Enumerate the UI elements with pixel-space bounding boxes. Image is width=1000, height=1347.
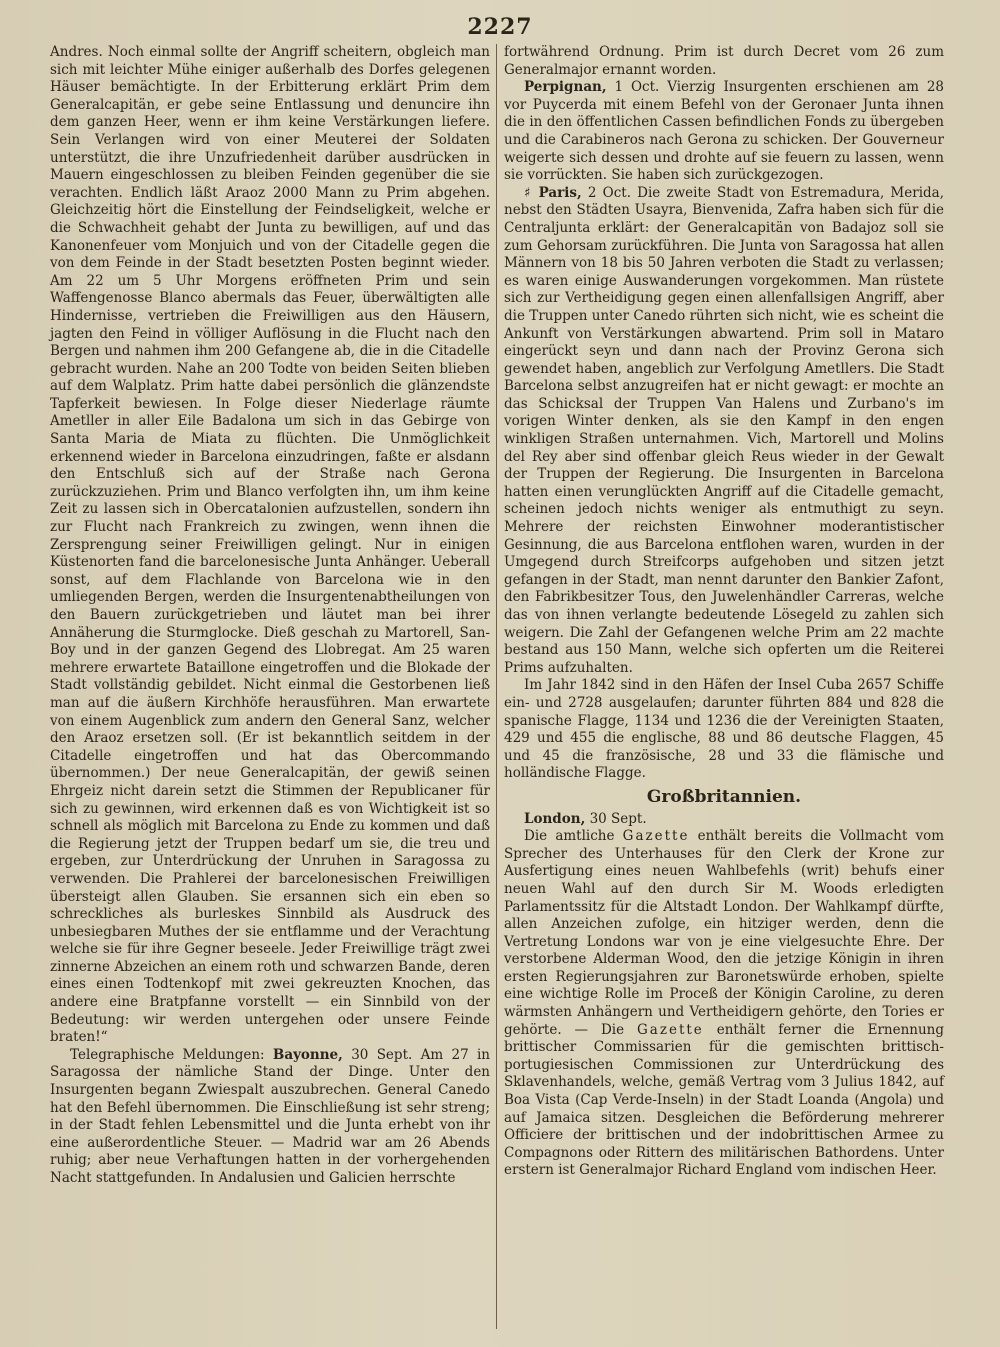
gazette-name: Gazette xyxy=(622,828,690,845)
dateline-place: Bayonne, xyxy=(272,1046,343,1063)
left-column xyxy=(50,44,490,1188)
section-lead: Telegraphische Meldungen: xyxy=(70,1046,265,1063)
article-text: Die amtliche xyxy=(524,828,615,845)
column-divider xyxy=(496,44,497,1329)
article-text: 30 Sept. Am 27 in Saragossa der nämliche Stand der Dinge. Unter den Insurgenten begann Zwiespalt auszubrechen. General Canedo hat den Befehl übernommen. Die Einschließung ist sehr streng; in der Stadt fehlen Lebensmittel und die Junta erhebt von ihr eine außerordentliche Steuer. — Madrid war am 26 Abends ruhig; aber neue Verhaftungen hatten in der vorhergehenden Nacht stattgefunden. In Andalusien und Galicien herrschte xyxy=(50,1046,490,1186)
article-paragraph xyxy=(504,828,944,1180)
dateline-place: Perpignan, xyxy=(524,79,607,96)
article-paragraph: Im Jahr 1842 sind in den Häfen der Insel Cuba 2657 Schiffe ein- und 2728 ausgelaufen; darunter führten 884 und 828 die spanische Flagge, 1134 und 1236 die der Vereinigten Staaten, 429 und 455 die englische, 88 und 86 deutsche Flaggen, 45 und 45 die französische, 28 und 33 die flämische und holländische Flagge. xyxy=(504,677,944,782)
right-column xyxy=(504,44,944,1180)
gazette-name: Gazette xyxy=(637,1021,704,1038)
article-text: enthält bereits die Vollmacht vom Sprecher des Unterhauses für den Clerk der Krone zur Ausfertigung eines neuen Wahlbefehls (writ) behufs einer neuen Wahl auf den durch Sir M. Woods erledigten Parlamentssitz für die Altstadt London. Der Wahlkampf dürfte, allen Anzeichen zufolge, ein hitziger werden, denn die Vertretung Londons war von je eine vielgesuchte Ehre. Der verstorbene Alderman Wood, den die jetzige Königin in ihren ersten Regierungsjahren zur Baronetswürde erhoben, spielte eine wichtige Rolle im Proceß der Königin Caroline, zu deren wärmsten Anhängern und Vertheidigern gehörte, den Tories er gehörte. — Die xyxy=(504,828,944,1038)
article-paragraph xyxy=(504,79,944,185)
article-paragraph: Andres. Noch einmal sollte der Angriff scheitern, obgleich man sich mit leichter Mühe einiger außerhalb des Dorfes gelegenen Häuser bemächtigte. In der Erbitterung erklärt Prim dem Generalcapitän, er gebe seine Entlassung und denuncire ihn dem ganzen Heer, wenn er ihm keine Verstärkungen liefere. Sein Verlangen wird von einer Meuterei der Soldaten unterstützt, die ihre Unzufriedenheit darüber ausdrücken in Mauern eingeschlossen zu bleiben Feinden gegenüber die sie verachten. Endlich läßt Araoz 2000 Mann zu Prim abgehen. Gleichzeitig hört die Einstellung der Feindseligkeit, welche er die Schwachheit gehabt der Junta zu bewilligen, auf und das Kanonenfeuer vom Monjuich und von der Citadelle gegen die von dem Feinde in der Stadt besetzten Posten beginnt wieder. Am 22 um 5 Uhr Morgens eröffneten Prim und sein Waffengenosse Blanco abermals das Feuer, überwältigten alle Hindernisse, vertrieben die Freiwilligen aus den Häusern, jagten den Feind in völliger Auflösung in die Flucht nach den Bergen und nahmen ihm 200 Gefangene ab, die in die Citadelle gebracht wurden. Nahe an 200 Todte von beiden Seiten blieben auf dem Walplatz. Prim hatte dabei persönlich die glänzendste Tapferkeit bewiesen. In Folge dieser Niederlage räumte Ametller in aller Eile Badalona um sich in das Gebirge von Santa Maria de Miata zu flüchten. Die Unmöglichkeit erkennend wieder in Barcelona einzudringen, faßte er alsdann den Entschluß sich auf der Straße nach Gerona zurückzuziehen. Prim und Blanco verfolgten ihn, um ihm keine Zeit zu lassen sich in Obercatalonien aufzustellen, sondern ihn zur Flucht nach Frankreich zu zwingen, wenn ihnen die Zersprengung seiner Freiwilligen gelingt. Nur in einigen Küstenorten fand die barcelonesische Junta Anhänger. Ueberall sonst, auf dem Flachlande von Barcelona wie in den umliegenden Bergen, werden die Insurgentenabtheilungen von den Bauern zurückgetrieben und läutet man bei ihrer Annäherung die Sturmglocke. Dieß geschah zu Martorell, San-Boy und in der ganzen Gegend des Llobregat. Am 25 waren mehrere erwartete Bataillone eingetroffen und die Blokade der Stadt vollständig gebildet. Nicht einmal die Gestorbenen ließ man auf die äußern Kirchhöfe herausführen. Man erwartete von einem Augenblick zum andern den General Sanz, welcher den Araoz ersetzen soll. (Er ist bekanntlich seitdem in der Citadelle eingetroffen und hat das Obercommando übernommen.) Der neue Generalcapitän, der gewiß seinen Ehrgeiz nicht darein setzt die Stimmen der Republicaner für sich zu gewinnen, wird erkennen daß es von Wichtigkeit ist so schnell als möglich mit Barcelona zu Ende zu kommen und daß die Regierung jetzt der Truppen bedarf um sie, die treu und ergeben, zur Unterdrückung der Unruhen in Saragossa zu verwenden. Die Prahlerei der barcelonesischen Freiwilligen übersteigt allen Glauben. Sie ersannen sich ein eben so schreckliches als burleskes Sinnbild als Ausdruck des unbesiegbaren Muthes der sie entflamme und der Verachtung welche sie für ihre Gegner beseele. Jeder Freiwillige trägt zwei zinnerne Abzeichen an einem roth und schwarzen Bande, deren eines einen Todtenkopf mit zwei gekreuzten Knochen, das andere eine Bratpfanne vorstellt — ein Sinnbild von der Bedeutung: wir werden untergehen oder unsere Feinde braten!“ xyxy=(50,44,490,1046)
article-paragraph xyxy=(504,185,944,678)
article-text: enthält ferner die Ernennung brittischer Commissarien für die gemischten brittisch-portugiesischen Commissionen zur Unterdrückung des Sklavenhandels, welche, gemäß Vertrag vom 3 Julius 1842, auf Boa Vista (Cap Verde-Inseln) in der Stadt Loanda (Angola) und auf Jamaica sitzen. Desgleichen die Beförderung mehrerer Officiere der brittischen und der indobrittischen Armee zu Compagnons oder Rittern des militärischen Bathordens. Unter erstern ist Generalmajor Richard England vom indischen Heer. xyxy=(504,1021,945,1179)
dateline-place: London, xyxy=(524,810,586,827)
article-paragraph xyxy=(50,1047,490,1188)
article-text: 2 Oct. Die zweite Stadt von Estremadura, Merida, nebst den Städten Usayra, Bienvenida, Zafra haben sich für die Centraljunta erklärt: der Generalcapitän von Badajoz soll sie zum Gehorsam zurückführen. Die Junta von Saragossa hat allen Männern von 18 bis 50 Jahren verboten die Stadt zu verlassen; es waren einige Auswanderungen vorgekommen. Man rüstete sich zur Vertheidigung gegen einen allenfallsigen Angriff, aber die Truppen unter Canedo rührten sich nicht, wie es scheint die Ankunft von Verstärkungen abwartend. Prim soll in Mataro eingerückt seyn und dann nach der Provinz Gerona sich gewendet haben, angeblich zur Verfolgung Ametllers. Die Stadt Barcelona selbst anzugreifen hat er nicht gewagt: er mochte an das Schicksal der Truppen Van Halens und Zurbano's im vorigen Winter denken, als sie den Kampf in den engen winkligen Straßen unternahmen. Vich, Martorell und Molins del Rey aber sind offenbar gleich Reus wieder in der Gewalt der Truppen der Regierung. Die Insurgenten in Barcelona hatten einen verunglückten Angriff auf die Citadelle gemacht, scheinen jedoch nichts weniger als entmuthigt zu seyn. Mehrere der reichsten Einwohner moderantistischer Gesinnung, die aus Barcelona entflohen waren, wurden in der Umgegend durch Streifcorps aufgehoben und sitzen jetzt gefangen in der Stadt, man nennt darunter den Bankier Zafont, den Fabrikbesitzer Tous, den Juwelenhändler Carreras, welche das von ihnen verlangte bedeutende Lösegeld zu zahlen sich weigern. Die Zahl der Gefangenen welche Prim am 22 machte bestand aus 150 Mann, welche sich opferten um die Reiterei Prims aufzuhalten. xyxy=(504,184,944,676)
article-paragraph xyxy=(504,811,944,829)
article-paragraph: fortwährend Ordnung. Prim ist durch Decret vom 26 zum Generalmajor ernannt worden. xyxy=(504,44,944,78)
article-text: 1 Oct. Vierzig Insurgenten erschienen am 28 vor Puycerda mit einem Befehl von der Geronaer Junta ihnen die in den öffentlichen Cassen befindlichen Fonds zu übergeben und die Carabineros nach Gerona zu schicken. Der Gouverneur weigerte sich dessen und drohte auf sie feuern zu lassen, wenn sie vorrückten. Sie haben sich zurückgezogen. xyxy=(504,79,945,184)
dateline-date: 30 Sept. xyxy=(589,810,647,827)
section-heading: Großbritannien. xyxy=(646,786,802,807)
dateline-place: Paris, xyxy=(538,184,582,201)
correspondent-mark: ♯ xyxy=(524,184,533,201)
page-number: 2227 xyxy=(467,14,533,40)
